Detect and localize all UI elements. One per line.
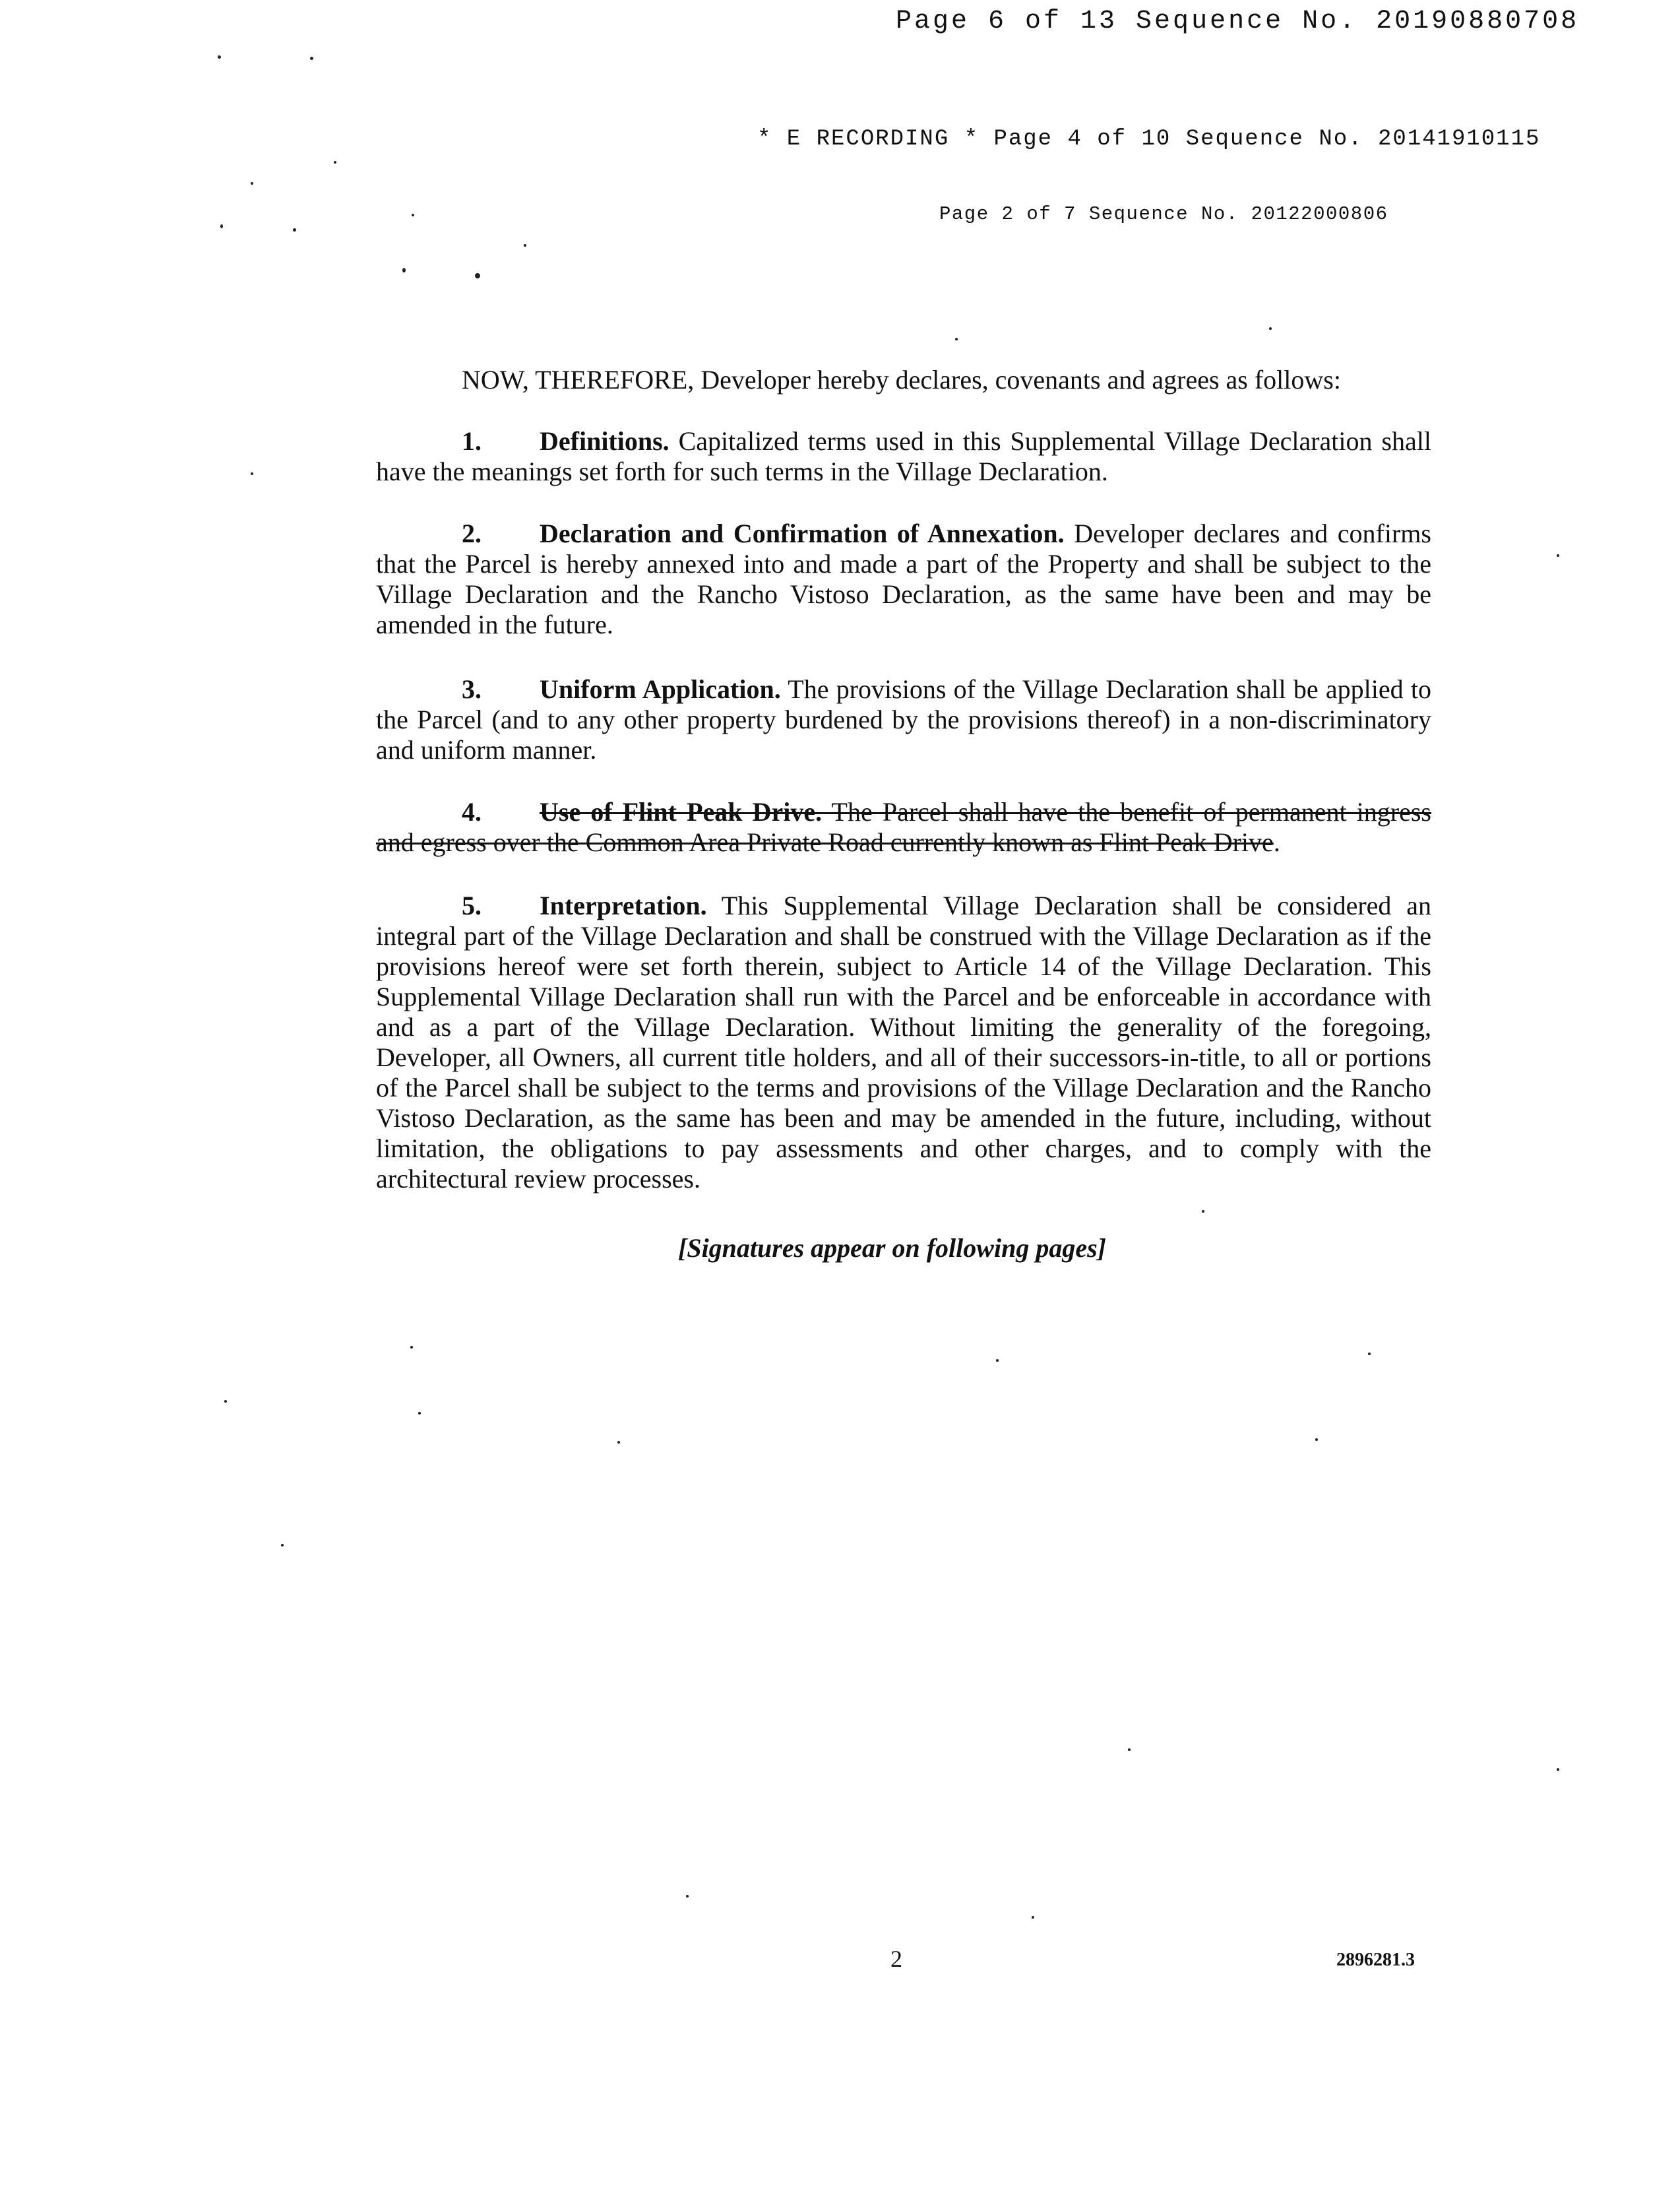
- section-definitions: [376, 426, 1431, 487]
- scan-speck: [281, 1544, 284, 1547]
- section-text: Capitalized terms used in this Supplemental Village Declaration shall have the meanings set forth for such terms in the Village Declaration.: [376, 426, 1431, 486]
- section-heading: Declaration and Confirmation of Annexation.: [540, 519, 1065, 548]
- recording-stamp-line-2: * E RECORDING * Page 4 of 10 Sequence No. 20141910115: [757, 127, 1541, 152]
- intro-paragraph: NOW, THEREFORE, Developer hereby declares, covenants and agrees as follows:: [462, 365, 1341, 395]
- signatures-note: [Signatures appear on following pages]: [678, 1233, 1106, 1263]
- scan-speck: [955, 338, 958, 340]
- section-end-period: .: [1273, 827, 1280, 857]
- section-annexation: [376, 519, 1431, 640]
- section-heading: Interpretation.: [540, 891, 707, 920]
- section-interpretation: [376, 891, 1431, 1194]
- scan-speck: [310, 57, 313, 60]
- scan-speck: [251, 182, 253, 185]
- document-id: 2896281.3: [1336, 1950, 1415, 1970]
- scan-speck: [1269, 327, 1272, 330]
- section-heading-struck: Use of Flint Peak Drive.: [540, 797, 823, 827]
- section-number: 3.: [462, 674, 482, 704]
- section-number: 2.: [462, 519, 482, 548]
- scan-speck: [220, 224, 223, 228]
- scan-speck: [224, 1400, 227, 1403]
- section-heading: Definitions.: [540, 426, 669, 456]
- section-number: 5.: [462, 891, 482, 920]
- scan-speck: [410, 1346, 413, 1349]
- scan-speck: [334, 161, 336, 164]
- section-text: The provisions of the Village Declaration shall be applied to the Parcel (and to any other property burdened by the provisions thereof) in a non-discriminatory and uniform manner.: [376, 674, 1431, 765]
- section-uniform-application: [376, 674, 1431, 765]
- section-heading: Uniform Application.: [540, 674, 781, 704]
- scan-speck: [1315, 1438, 1318, 1441]
- scan-speck: [412, 214, 414, 216]
- scan-speck: [402, 268, 406, 272]
- section-text: This Supplemental Village Declaration shall be considered an integral part of the Village Declaration and shall be construed with the Village Declaration as if the provisions hereof were set forth therein, subject to Article 14 of the Village Declaration. This Supplemental Village Declaration shall run with the Parcel and be enforceable in accordance with and as a part of the Village Declaration. Without limiting the generality of the foregoing, Developer, all Owners, all current title holders, and all of their successors-in-title, to all or portions of the Parcel shall be subject to the terms and provisions of the Village Declaration and the Rancho Vistoso Declaration, as the same has been and may be amended in the future, including, without limitation, the obligations to pay assessments and other charges, and to comply with the architectural review processes.: [376, 891, 1431, 1194]
- scan-speck: [293, 228, 296, 232]
- scan-speck: [218, 55, 221, 59]
- scan-speck: [251, 472, 253, 475]
- scan-speck: [524, 244, 526, 247]
- recording-stamp-line-1: Page 6 of 13 Sequence No. 20190880708: [896, 7, 1580, 36]
- scan-speck: [1557, 554, 1559, 557]
- section-text: Developer declares and confirms that the Parcel is hereby annexed into and made a part of the Property and shall be subject to the Village Declaration and the Rancho Vistoso Declaration, as the same have been and may be amended in the future.: [376, 519, 1431, 639]
- scan-speck: [1557, 1768, 1559, 1771]
- scan-speck: [686, 1895, 689, 1898]
- scan-speck: [1368, 1353, 1371, 1355]
- section-text-struck: The Parcel shall have the benefit of permanent ingress and egress over the Common Area Private Road currently known as Flint Peak Drive: [376, 797, 1431, 857]
- section-number: 1.: [462, 426, 482, 456]
- section-flint-peak-drive: [376, 797, 1431, 858]
- scan-speck: [996, 1359, 999, 1362]
- section-number: 4.: [462, 797, 482, 827]
- scan-speck: [418, 1412, 421, 1415]
- page-number: 2: [890, 1946, 902, 1972]
- scan-speck: [1128, 1748, 1131, 1751]
- scan-speck: [1032, 1916, 1034, 1919]
- scan-speck: [617, 1441, 620, 1444]
- recording-stamp-line-3: Page 2 of 7 Sequence No. 20122000806: [939, 203, 1388, 225]
- scan-speck: [1202, 1210, 1204, 1213]
- scan-speck: [475, 273, 480, 278]
